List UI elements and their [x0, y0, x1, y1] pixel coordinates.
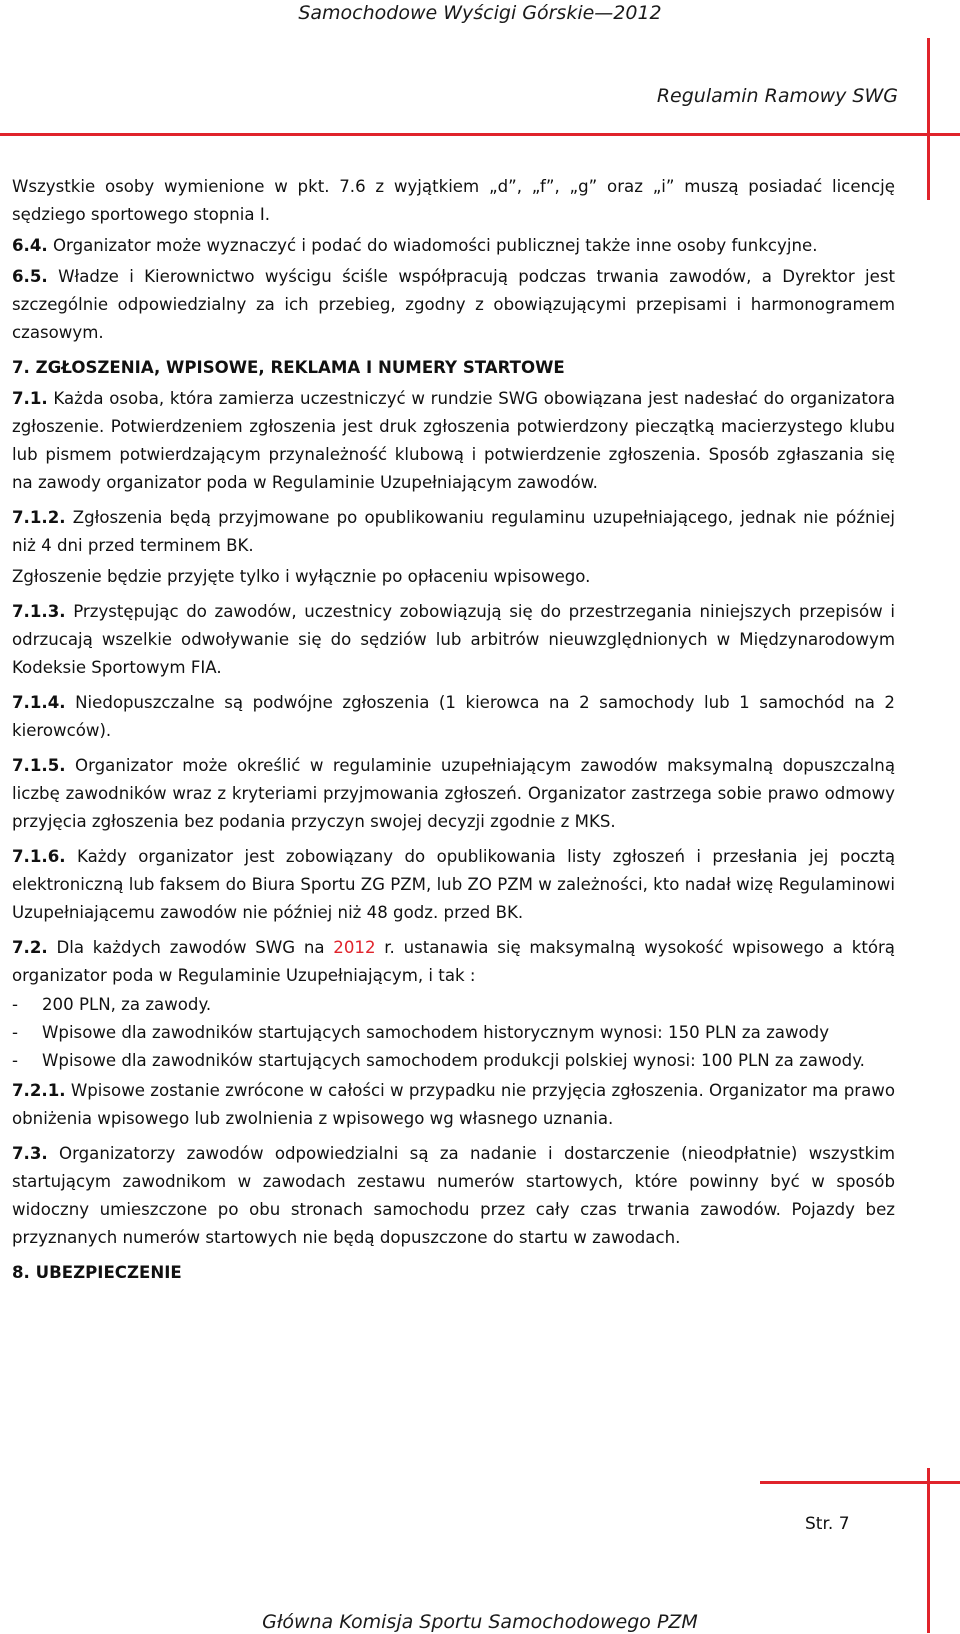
paragraph-6-4: 6.4. Organizator może wyznaczyć i podać do wiadomości publicznej także inne osoby funkcyjne.	[12, 236, 818, 255]
paragraph-7-1: 7.1. Każda osoba, która zamierza uczestniczyć w rundzie SWG obowiązana jest nadesłać do organizatora zgłoszenie. Potwierdzeniem zgłoszenia jest druk zgłoszenia potwierdzony pieczątką macierzystego klubu lub pismem potwierdzającym przynależność klubową i potwierdzenie zgłoszenia. Sposób zgłaszania się na zawody organizator poda w Regulaminie Uzupełniającym zawodów.	[12, 389, 895, 492]
section-number: 6.5.	[12, 267, 48, 286]
paragraph-7-3: 7.3. Organizatorzy zawodów odpowiedzialni są za nadanie i dostarczenie (nieodpłatnie) wszystkim startującym zawodnikom w zawodach zestawu numerów startowych, które powinny być w sposób widoczny umieszczone po obu stronach samochodu przez cały czas trwania zawodów. Pojazdy bez przyznanych numerów startowych nie będą dopuszczone do startu w zawodach.	[12, 1144, 895, 1247]
list-bullet: -	[12, 1023, 18, 1042]
section-number: 7.1.	[12, 389, 48, 408]
footer-vertical-rule	[927, 1468, 930, 1633]
document-footer: Główna Komisja Sportu Samochodowego PZM	[262, 1611, 698, 1633]
section-number: 7.1.2.	[12, 508, 66, 527]
list-bullet: -	[12, 1051, 18, 1070]
section-number: 7.1.3.	[12, 602, 66, 621]
section-number: 7.1.4.	[12, 693, 66, 712]
section-heading-7: 7. ZGŁOSZENIA, WPISOWE, REKLAMA I NUMERY STARTOWE	[12, 358, 565, 377]
paragraph-6-3-cont: Wszystkie osoby wymienione w pkt. 7.6 z wyjątkiem „d”, „f”, „g” oraz „i” muszą posiadać licencję sędziego sportowego stopnia I.	[12, 177, 895, 224]
section-heading-8: 8. UBEZPIECZENIE	[12, 1263, 182, 1282]
list-item: - 200 PLN, za zawody.	[12, 993, 895, 1017]
document-body	[12, 173, 895, 1290]
paragraph-7-2-1: 7.2.1. Wpisowe zostanie zwrócone w całości w przypadku nie przyjęcia zgłoszenia. Organizator ma prawo obniżenia wpisowego lub zwolnienia z wpisowego wg własnego uznania.	[12, 1081, 895, 1128]
year-highlight: 2012	[333, 938, 376, 957]
fee-list	[12, 993, 895, 1073]
paragraph-7-1-4: 7.1.4. Niedopuszczalne są podwójne zgłoszenia (1 kierowca na 2 samochody lub 1 samochód na 2 kierowców).	[12, 693, 895, 740]
header-rule	[0, 133, 960, 136]
paragraph-7-1-3: 7.1.3. Przystępując do zawodów, uczestnicy zobowiązują się do przestrzegania niniejszych przepisów i odrzucają wszelkie odwoływanie się do sędziów lub arbitrów nieuwzględnionych w Międzynarodowym Kodeksie Sportowym FIA.	[12, 602, 895, 677]
paragraph-7-1-6: 7.1.6. Każdy organizator jest zobowiązany do opublikowania listy zgłoszeń i przesłania jej pocztą elektroniczną lub faksem do Biura Sportu ZG PZM, lub ZO PZM w zależności, kto nadał wizę Regulaminowi Uzupełniającemu zawodów nie później niż 48 godz. przed BK.	[12, 847, 895, 922]
section-number: 7.3.	[12, 1144, 48, 1163]
section-number: 7.1.6.	[12, 847, 66, 866]
paragraph-7-1-2-note: Zgłoszenie będzie przyjęte tylko i wyłącznie po opłaceniu wpisowego.	[12, 567, 591, 586]
section-number: 7.1.5.	[12, 756, 66, 775]
list-bullet: -	[12, 995, 18, 1014]
header-vertical-rule	[927, 38, 930, 200]
document-header-subtitle: Regulamin Ramowy SWG	[656, 85, 898, 107]
section-number: 6.4.	[12, 236, 48, 255]
section-number: 7.2.	[12, 938, 48, 957]
footer-rule	[760, 1481, 960, 1484]
paragraph-7-2: 7.2. Dla każdych zawodów SWG na 2012 r. ustanawia się maksymalną wysokość wpisowego a którą organizator poda w Regulaminie Uzupełniającym, i tak :	[12, 938, 895, 985]
paragraph-7-1-2: 7.1.2. Zgłoszenia będą przyjmowane po opublikowaniu regulaminu uzupełniającego, jednak nie później niż 4 dni przed terminem BK.	[12, 508, 895, 555]
list-item: - Wpisowe dla zawodników startujących samochodem historycznym wynosi: 150 PLN za zawody	[12, 1021, 895, 1045]
paragraph-7-1-5: 7.1.5. Organizator może określić w regulaminie uzupełniającym zawodów maksymalną dopuszczalną liczbę zawodników wraz z kryteriami przyjmowania zgłoszeń. Organizator zastrzega sobie prawo odmowy przyjęcia zgłoszenia bez podania przyczyn swojej decyzji zgodnie z MKS.	[12, 756, 895, 831]
page-number: Str. 7	[805, 1514, 850, 1534]
document-header-title: Samochodowe Wyścigi Górskie—2012	[298, 2, 662, 24]
section-number: 7.2.1.	[12, 1081, 66, 1100]
paragraph-6-5: 6.5. Władze i Kierownictwo wyścigu ściśle współpracują podczas trwania zawodów, a Dyrektor jest szczególnie odpowiedzialny za ich przebieg, zgodny z obowiązującymi przepisami i harmonogramem czasowym.	[12, 267, 895, 342]
list-item: - Wpisowe dla zawodników startujących samochodem produkcji polskiej wynosi: 100 PLN za zawody.	[12, 1049, 895, 1073]
